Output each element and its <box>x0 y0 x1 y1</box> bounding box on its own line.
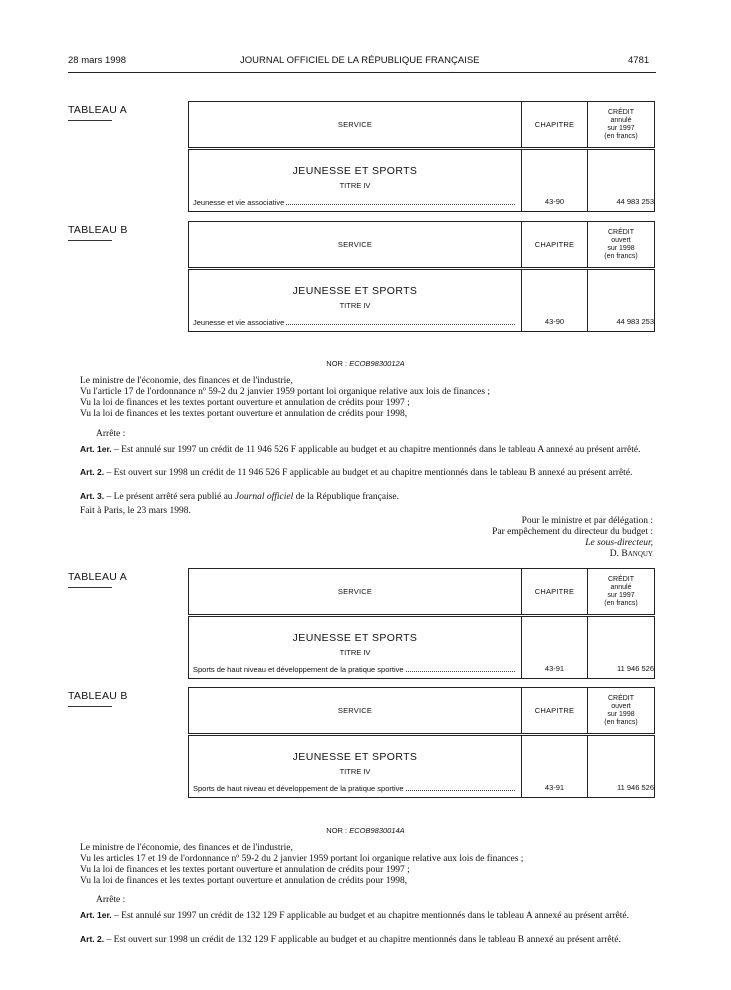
header-journal-title: JOURNAL OFFICIEL DE LA RÉPUBLIQUE FRANÇAISE <box>240 55 480 66</box>
section-title: JEUNESSE ET SPORTS <box>292 632 418 644</box>
titre-label: TITRE IV <box>339 181 371 190</box>
service-cell <box>189 149 522 212</box>
header-date: 28 mars 1998 <box>68 55 127 66</box>
section-title: JEUNESSE ET SPORTS <box>292 165 418 177</box>
budget-line: Sports de haut niveau et développement de la pratique sportive <box>189 665 521 674</box>
table-label-rule <box>68 120 112 121</box>
col-header-credit: CRÉDIT annulé sur 1997 (en francs) <box>588 569 655 616</box>
visa-line: Le ministre de l'économie, des finances et de l'industrie, <box>80 843 293 853</box>
article-2: Art. 2. – Est ouvert sur 1998 un crédit de 11 946 526 F applicable au budget et au chapitre mentionnés dans le tableau B annexé au présent arrêté. <box>80 467 633 478</box>
col-header-credit: CRÉDIT ouvert sur 1998 (en francs) <box>588 688 655 735</box>
service-cell <box>189 735 522 798</box>
credit-table <box>188 221 655 332</box>
credit-amount: 44 983 253 <box>588 269 655 332</box>
nor-reference: NOR : ECOB9830014A <box>326 826 405 835</box>
col-header-chapitre: CHAPITRE <box>522 569 588 616</box>
credit-amount: 11 946 526 <box>588 735 655 798</box>
titre-label: TITRE IV <box>339 767 371 776</box>
signatory-name: D. Banquy <box>609 549 653 559</box>
credit-table <box>188 568 655 679</box>
article-1: Art. 1er. – Est annulé sur 1997 un crédit de 132 129 F applicable au budget et au chapitre mentionnés dans le tableau A annexé au présent arrêté. <box>80 910 629 921</box>
header-page-number: 4781 <box>628 55 650 66</box>
col-header-service: SERVICE <box>189 688 522 735</box>
signature-date: Fait à Paris, le 23 mars 1998. <box>80 506 191 516</box>
table-label: TABLEAU A <box>68 571 128 583</box>
decree-visas <box>80 376 655 420</box>
col-header-credit: CRÉDIT ouvert sur 1998 (en francs) <box>588 222 655 269</box>
col-header-chapitre: CHAPITRE <box>522 688 588 735</box>
arrete-heading: Arrête : <box>96 895 126 905</box>
chapitre-value: 43-90 <box>522 269 588 332</box>
nor-reference: NOR : ECOB9830012A <box>326 359 405 368</box>
credit-amount: 11 946 526 <box>588 616 655 679</box>
visa-line: Vu la loi de finances et les textes portant ouverture et annulation de crédits pour 1997 ; <box>80 865 410 875</box>
col-header-service: SERVICE <box>189 569 522 616</box>
credit-table <box>188 101 655 212</box>
col-header-service: SERVICE <box>189 222 522 269</box>
table-label: TABLEAU A <box>68 104 128 116</box>
chapitre-value: 43-91 <box>522 616 588 679</box>
chapitre-value: 43-91 <box>522 735 588 798</box>
credit-amount: 44 983 253 <box>588 149 655 212</box>
col-header-chapitre: CHAPITRE <box>522 102 588 149</box>
titre-label: TITRE IV <box>339 648 371 657</box>
table-label-rule <box>68 706 112 707</box>
budget-line: Jeunesse et vie associative <box>189 318 521 327</box>
header-rule <box>68 72 656 73</box>
visa-line: Vu la loi de finances et les textes portant ouverture et annulation de crédits pour 1998, <box>80 409 408 419</box>
col-header-chapitre: CHAPITRE <box>522 222 588 269</box>
visa-line: Vu l'article 17 de l'ordonnance nº 59-2 du 2 janvier 1959 portant loi organique relative aux lois de finances ; <box>80 387 491 397</box>
service-cell <box>189 616 522 679</box>
col-header-credit: CRÉDIT annulé sur 1997 (en francs) <box>588 102 655 149</box>
service-cell <box>189 269 522 332</box>
article-2: Art. 2. – Est ouvert sur 1998 un crédit de 132 129 F applicable au budget et au chapitre mentionnés dans le tableau B annexé au présent arrêté. <box>80 934 621 945</box>
decree-visas <box>80 843 655 887</box>
section-title: JEUNESSE ET SPORTS <box>292 285 418 297</box>
article-1: Art. 1er. – Est annulé sur 1997 un crédit de 11 946 526 F applicable au budget et au chapitre mentionnés dans le tableau A annexé au présent arrêté. <box>80 444 641 455</box>
col-header-service: SERVICE <box>189 102 522 149</box>
titre-label: TITRE IV <box>339 301 371 310</box>
visa-line: Le ministre de l'économie, des finances et de l'industrie, <box>80 376 293 386</box>
signature-block: Pour le ministre et par délégation : Par empêchement du directeur du budget : Le sous-directeur, D. Banquy <box>353 516 653 560</box>
chapitre-value: 43-90 <box>522 149 588 212</box>
table-label-rule <box>68 587 112 588</box>
table-label-rule <box>68 240 112 241</box>
visa-line: Vu la loi de finances et les textes portant ouverture et annulation de crédits pour 1998, <box>80 876 408 886</box>
credit-table <box>188 687 655 798</box>
arrete-heading: Arrête : <box>96 429 126 439</box>
article-3: Art. 3. – Le présent arrêté sera publié au Journal officiel de la République française. <box>80 491 400 502</box>
table-label: TABLEAU B <box>68 690 128 702</box>
visa-line: Vu les articles 17 et 19 de l'ordonnance nº 59-2 du 2 janvier 1959 portant loi organique relative aux lois de finances ; <box>80 854 524 864</box>
visa-line: Vu la loi de finances et les textes portant ouverture et annulation de crédits pour 1997 ; <box>80 398 410 408</box>
budget-line: Sports de haut niveau et développement de la pratique sportive <box>189 784 521 793</box>
table-label: TABLEAU B <box>68 224 128 236</box>
section-title: JEUNESSE ET SPORTS <box>292 751 418 763</box>
budget-line: Jeunesse et vie associative <box>189 198 521 207</box>
